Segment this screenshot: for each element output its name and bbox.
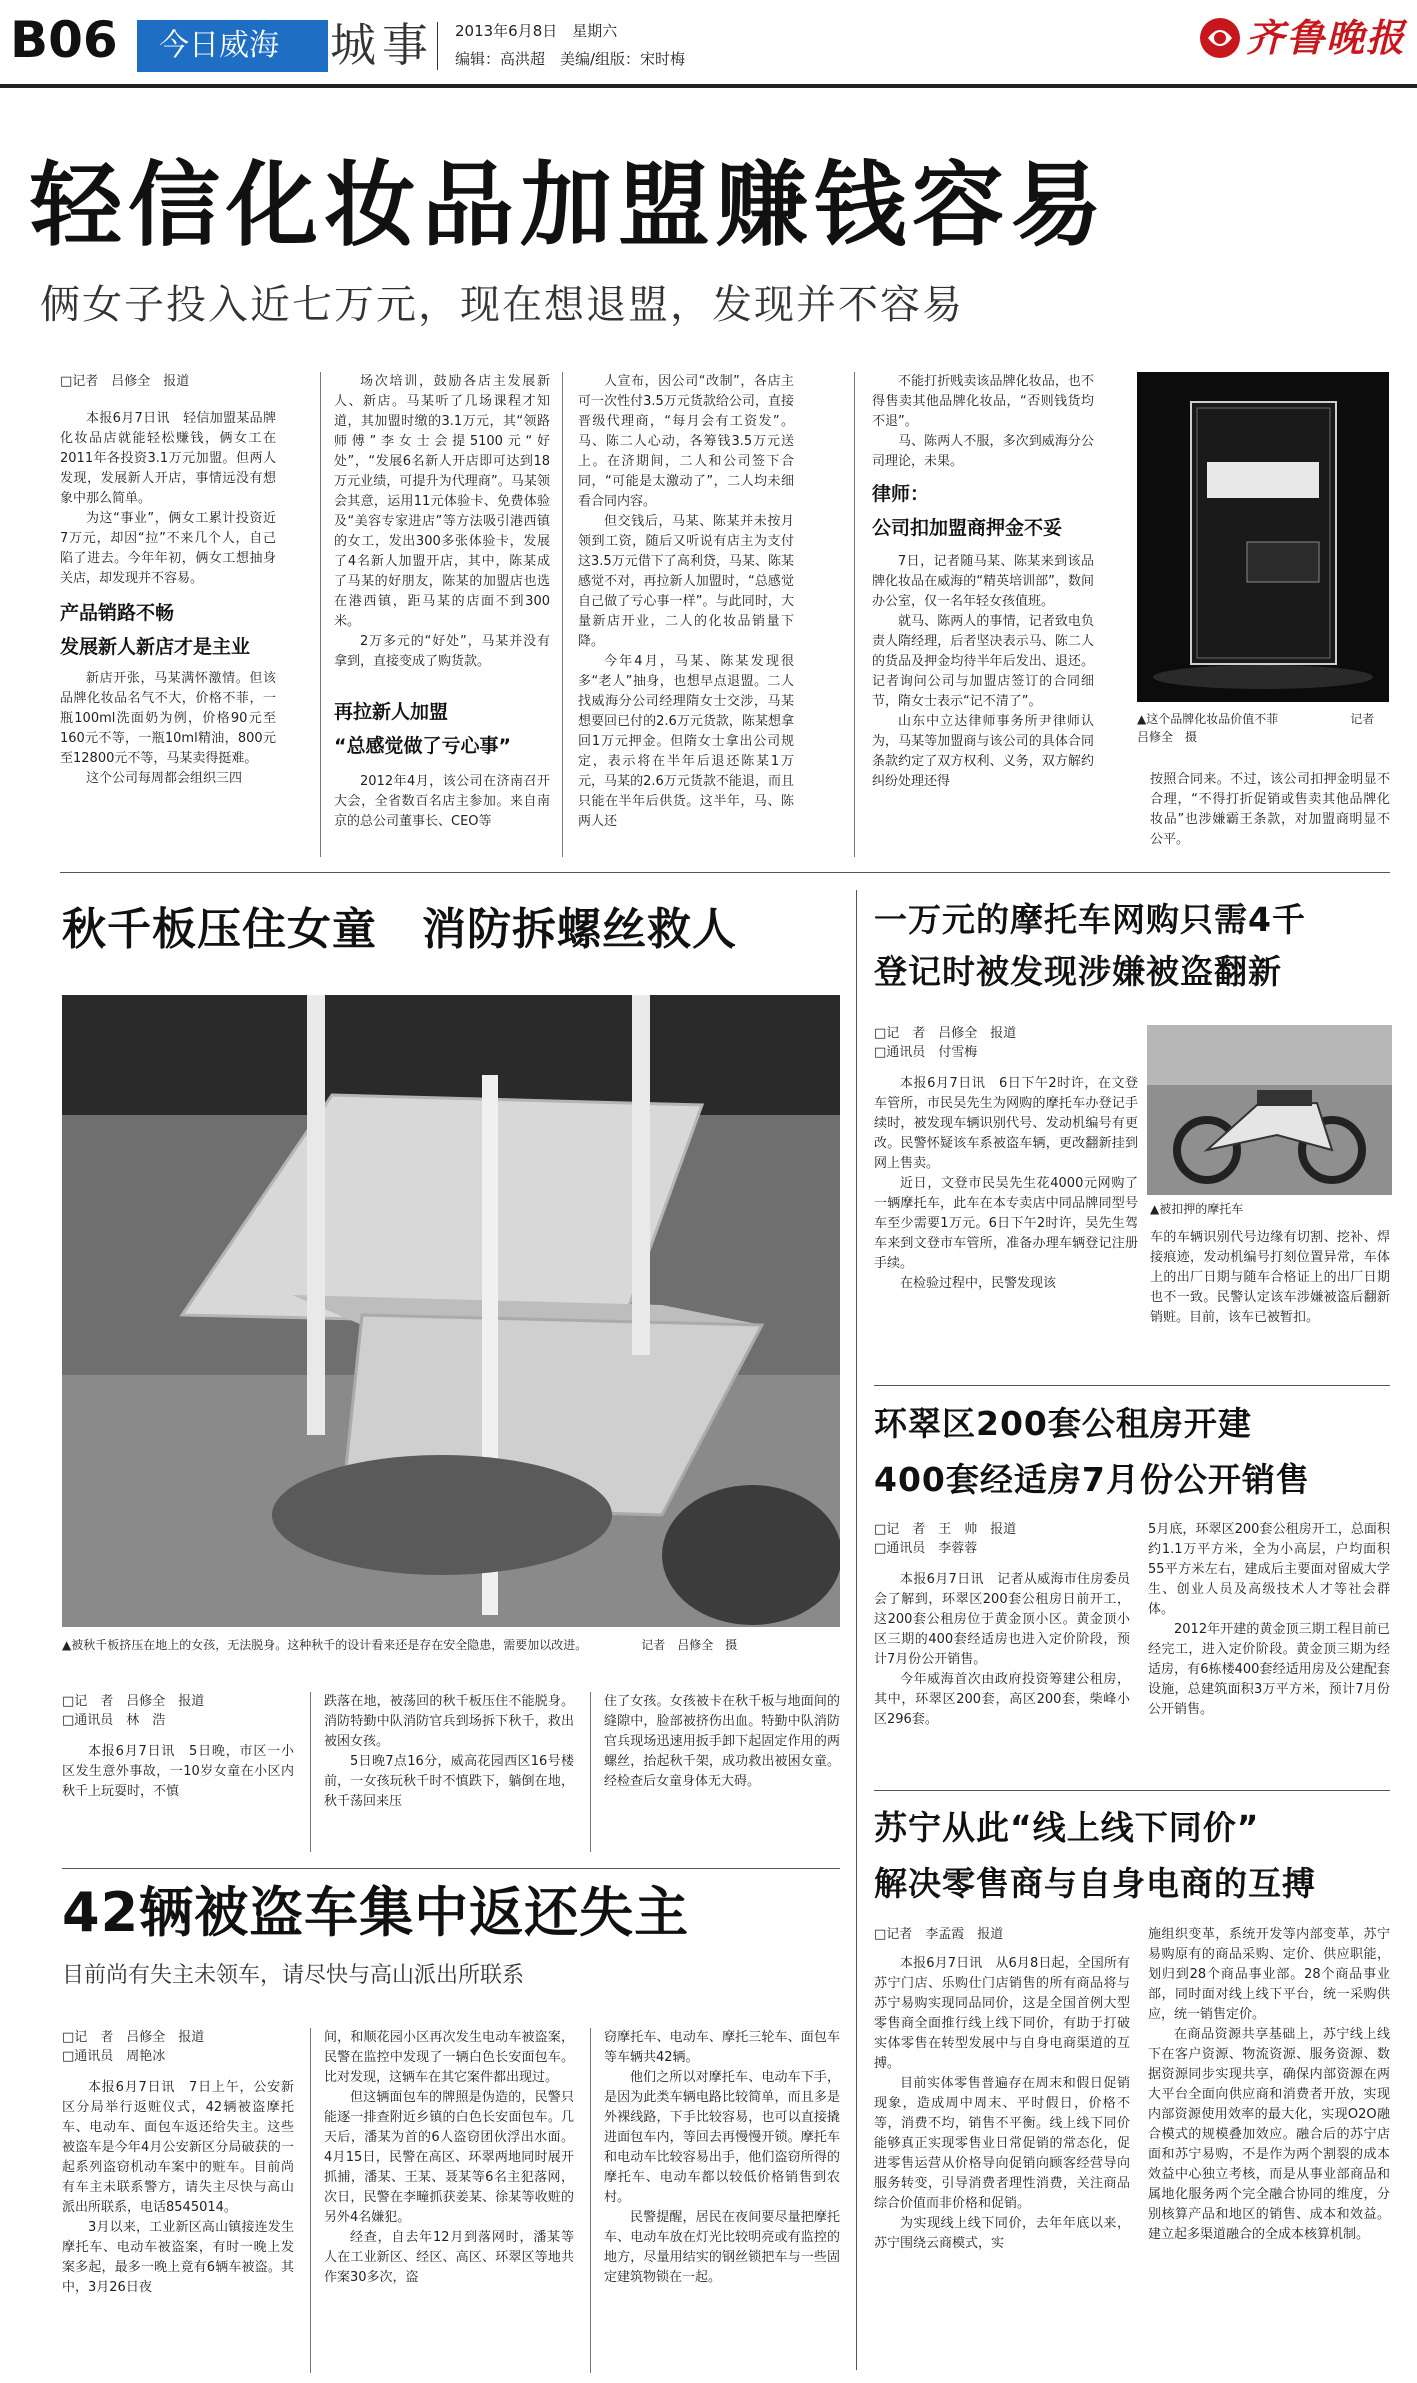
story2-photo-caption: ▲被秋千板挤压在地上的女孩，无法脱身。这种秋千的设计看来还是存在安全隐患，需要加以改进。 记者 吕修全 摄: [62, 1638, 738, 1652]
story4-byline: □记 者 吕修全 报道: [874, 1026, 1017, 1041]
paragraph: 本报6月7日讯 从6月8日起，全国所有苏宁门店、乐购仕门店销售的所有商品将与苏宁易购实现同品同价，这是全国首例大型零售商全面推行线上线下同价，有助于打破实体零售在转型发展中与自身电商渠道的互搏。: [874, 1956, 1130, 2071]
story1-photo: [1137, 372, 1389, 702]
paragraph: 按照合同来。不过，该公司扣押金明显不合理，“不得打折促销或售卖其他品牌化妆品”也涉嫌霸王条款，对加盟商明显不公平。: [1150, 772, 1390, 847]
story5-headline: [874, 1396, 1310, 1508]
story5-byline: □记 者 王 帅 报道: [874, 1522, 1017, 1537]
paragraph: 本报6月7日讯 记者从威海市住房委员会了解到，环翠区200套公租房日前开工，这200套公租房位于黄金顶小区。黄金顶小区三期的400套经适房也进入定价阶段，预计7月份公开销售。: [874, 1572, 1130, 1667]
paper-name: 齐鲁晚报: [1246, 16, 1407, 60]
story6-col2: [1148, 1925, 1390, 2245]
section-tag-label: 今日威海: [159, 28, 279, 63]
paragraph: 目前实体零售普遍存在周末和假日促销现象，造成周中周末、平时假日，价格不等，消费不均，销售不平衡。线上线下同价能够真正实现零售业日常促销的常态化，促进零售运营从价格导向促销向顾客经营导向服务转变，引导消费者理性消费，关注商品综合价值而非价格和促销。: [874, 2076, 1130, 2211]
column-divider: [310, 1692, 311, 1852]
section-rule: [874, 1385, 1390, 1386]
paragraph: 住了女孩。女孩被卡在秋千板与地面间的缝隙中，脸部被挤伤出血。特勤中队消防官兵现场迅速用扳手卸下起固定作用的两螺丝，抬起秋千架，成功救出被困女童。经检查后女童身体无大碍。: [604, 1694, 840, 1789]
paragraph: 场次培训，鼓励各店主发展新人、新店。马某听了几场课程才知道，其加盟时缴的3.1万元，其“领路师傅”李女士会提5100元“好处”，“发展6名新人开店即可达到18万元业绩，可提升为代理商”。马某领会其意，运用11元体验卡、免费体验及“美容专家进店”等方法吸引港西镇的女工，发出300多张体验卡，发展了4名新人加盟开店，其中，陈某成了马某的好朋友，陈某的加盟店也选在港西镇，距马某的店面不到300米。: [334, 374, 550, 629]
paragraph: 民警提醒，居民在夜间要尽量把摩托车、电动车放在灯光比较明亮或有监控的地方，尽量用结实的钢丝锁把车与一些固定建筑物锁在一起。: [604, 2210, 840, 2285]
story3-col1: [62, 2028, 294, 2298]
editor-credits: 编辑：高洪超 美编/组版：宋时梅: [455, 50, 686, 68]
story5-headline-line: 400套经适房7月份公开销售: [874, 1460, 1310, 1499]
paragraph: 今年4月，马某、陈某发现很多“老人”抽身，也想早点退盟。二人找威海分公司经理隋女士交涉，马某想要回已付的2.6万元货款，陈某想拿回1万元押金。但隋女士拿出公司规定，表示将在半年后退还陈某1万元，马某的2.6万元货款不能退，而且只能在半年后供货。这半年，马、陈两人还: [578, 654, 794, 829]
story4-headline: [874, 894, 1306, 998]
section-rule: [60, 872, 1390, 873]
paragraph: 为这“事业”，俩女工累计投资近7万元，却因“拉”不来几个人，自己陷了进去。今年年初，俩女工想抽身关店，却发现并不容易。: [60, 511, 276, 586]
story6-headline-line: 苏宁从此“线上线下同价”: [874, 1808, 1260, 1847]
paragraph: 山东中立达律师事务所尹律师认为，马某等加盟商与该公司的具体合同条款约定了双方权利、义务，双方解约纠纷处理还得: [872, 714, 1094, 789]
masthead-divider: [437, 22, 438, 70]
logo-mark-icon: [1198, 16, 1242, 60]
story2-photo: [62, 995, 840, 1627]
paragraph: 在检验过程中，民警发现该: [900, 1276, 1057, 1291]
section-rule: [874, 1790, 1390, 1791]
paragraph: 2012年4月，该公司在济南召开大会，全省数百名店主参加。来自南京的总公司董事长、CEO等: [334, 774, 550, 829]
column-divider: [590, 1692, 591, 1852]
story4-byline: □通讯员 付雪梅: [874, 1045, 978, 1060]
story2-byline: □通讯员 林 浩: [62, 1713, 166, 1728]
story1-col1: [60, 372, 276, 789]
story1-headline: 轻信化妆品加盟赚钱容易: [30, 151, 1109, 259]
paragraph: 为实现线上线下同价，去年年底以来，苏宁围绕云商模式，实: [874, 2216, 1130, 2251]
column-divider: [854, 372, 855, 857]
paragraph: 施组织变革，系统开发等内部变革，苏宁易购原有的商品采购、定价、供应职能，划归到28个商品事业部。28个商品事业部，同时面对线上线下平台，统一采购供应，统一销售定价。: [1148, 1927, 1390, 2022]
story5-byline: □通讯员 李蓉蓉: [874, 1541, 978, 1556]
story5-col1: [874, 1520, 1130, 1730]
story3-subhead: 目前尚有失主未领车，请尽快与高山派出所联系: [62, 1963, 525, 1988]
story4-col1: [874, 1024, 1138, 1294]
paragraph: 就马、陈两人的事情，记者致电负责人隋经理，后者坚决表示马、陈二人的货品及押金均待半年后发出、退还。记者询问公司与加盟店签订的合同细节，隋女士表示“记不清了”。: [872, 614, 1094, 709]
story3-byline: □通讯员 周艳冰: [62, 2049, 166, 2064]
paragraph: 间，和顺花园小区再次发生电动车被盗案，民警在监控中发现了一辆白色长安面包车。比对发现，这辆车在其它案件都出现过。: [324, 2030, 574, 2085]
paragraph: 不能打折贱卖该品牌化妆品，也不得售卖其他品牌化妆品，“否则钱货均不退”。: [872, 374, 1094, 429]
swing-scene-illustration: [62, 995, 840, 1627]
story2-headline: 秋千板压住女童 消防拆螺丝救人: [62, 904, 737, 955]
story5-col2: [1148, 1520, 1390, 1720]
paragraph: 窃摩托车、电动车、摩托三轮车、面包车等车辆共42辆。: [604, 2030, 840, 2065]
story4-photo: [1147, 1025, 1392, 1195]
paragraph: 3月以来，工业新区高山镇接连发生摩托车、电动车被盗案，有时一晚上发案多起，最多一晚上竟有6辆车被盗。其中，3月26日夜: [62, 2220, 294, 2295]
paragraph: 2012年开建的黄金顶三期工程目前已经完工，进入定价阶段。黄金顶三期为经适房，有6栋楼400套经适用房及公建配套设施，总建筑面积3万平方米，预计7月份公开销售。: [1148, 1622, 1390, 1717]
story3-byline: □记 者 吕修全 报道: [62, 2030, 205, 2045]
paragraph: 本报6月7日讯 6日下午2时许，在文登车管所，市民吴先生为网购的摩托车办登记手续时，被发现车辆识别代号、发动机编号有更改。民警怀疑该车系被盗车辆，更改翻新挂到网上售卖。: [874, 1076, 1138, 1171]
section-tag: [137, 20, 328, 72]
story6-col1: [874, 1925, 1130, 2254]
story1-subheading: 律师：: [872, 483, 930, 505]
story5-headline-line: 环翠区200套公租房开建: [874, 1404, 1252, 1443]
paragraph: 5月底，环翠区200套公租房开工，总面积约1.1万平方米，全为小高层，户均面积55平方米左右，建成后主要面对留威大学生、创业人员及高级技术人才等社会群体。: [1148, 1522, 1390, 1617]
story4-photo-caption: ▲被扣押的摩托车: [1150, 1202, 1244, 1216]
story4-col2: [1150, 1228, 1390, 1328]
masthead-rule: [0, 84, 1417, 88]
paragraph: 近日，文登市民吴先生花4000元网购了一辆摩托车，此车在本专卖店中同品牌同型号车至少需要1万元。6日下午2时许，吴先生驾车来到文登市车管所，准备办理车辆登记注册手续。: [874, 1176, 1138, 1271]
story1-photo-caption: ▲这个品牌化妆品价值不菲 记者 吕修全 摄: [1137, 712, 1387, 744]
story6-headline-line: 解决零售商与自身电商的互搏: [874, 1864, 1316, 1903]
story2-col1: [62, 1692, 294, 1802]
story1-col4: [872, 372, 1094, 792]
column-name: 城事: [330, 18, 434, 72]
story4-headline-line: 一万元的摩托车网购只需4千: [874, 900, 1306, 939]
column-divider: [562, 372, 563, 857]
paragraph: 这个公司每周都会组织三四: [86, 771, 243, 786]
paragraph: 在商品资源共享基础上，苏宁线上线下在客户资源、物流资源、服务资源、数据资源同步实现共享，确保内部资源在两大平台全面向供应商和消费者开放，实现内部资源使用效率的最大化，实现O2O融合模式的规模叠加效应。融合后的苏宁店面和苏宁易购，不是作为两个割裂的成本效益中心独立考核，而是从事业部商品和属地化服务两个完全融合协同的维度，分别核算产品和地区的销售、成本和效益。建立起多渠道融合的全成本核算机制。: [1148, 2027, 1390, 2242]
story6-headline: [874, 1800, 1316, 1912]
paper-logo: [1198, 10, 1408, 66]
paragraph: 但这辆面包车的牌照是伪造的，民警只能逐一排查附近乡镇的白色长安面包车。几天后，潘某为首的6人盗窃团伙浮出水面。4月15日，民警在高区、环翠两地同时展开抓捕，潘某、王某、聂某等6名主犯落网，次日，民警在李疃抓获姜某、徐某等收赃的另外4名嫌犯。: [324, 2090, 574, 2225]
story1-col3: [578, 372, 794, 832]
paragraph: 人宣布，因公司“改制”，各店主可一次性付3.5万元货款给公司，直接晋级代理商，“每月会有工资发”。马、陈二人心动，各筹钱3.5万元送上。在济期间，二人和公司签下合同，“可能是太激动了”，二人均未细看合同内容。: [578, 374, 794, 509]
story3-headline: 42辆被盗车集中返还失主: [62, 1881, 690, 1944]
story1-col2: [334, 372, 550, 832]
paragraph: 本报6月7日讯 5日晚，市区一小区发生意外事故，一10岁女童在小区内秋千上玩耍时，不慎: [62, 1744, 294, 1799]
story1-subheading: “总感觉做了亏心事”: [334, 735, 511, 757]
paragraph: 经查，自去年12月到落网时，潘某等人在工业新区、经区、高区、环翠区等地共作案30多次，盗: [324, 2230, 574, 2285]
paragraph: 但交钱后，马某、陈某并未按月领到工资，随后又听说有店主为支付这3.5万元借下了高利贷，马某、陈某感觉不对，再拉新人加盟时，“总感觉自己做了亏心事一样”。与此同时，大量新店开业，二人的化妆品销量下降。: [578, 514, 794, 649]
story2-byline: □记 者 吕修全 报道: [62, 1694, 205, 1709]
story2-col3: [604, 1692, 840, 1792]
column-divider: [320, 372, 321, 857]
paragraph: 新店开张，马某满怀激情。但该品牌化妆品名气不大，价格不菲，一瓶100ml洗面奶为例，价格90元至160元不等，一瓶10ml精油，800元至12800元不等，马某卖得挺难。: [60, 671, 276, 766]
paragraph: 他们之所以对摩托车、电动车下手，是因为此类车辆电路比较简单，而且多是外裸线路，下手比较容易，也可以直接撬进面包车内，等回去再慢慢开锁。摩托车和电动车比较容易出手，他们盗窃所得的摩托车、电动车都以较低价格销售到农村。: [604, 2070, 840, 2205]
column-divider: [856, 890, 857, 2370]
paragraph: 2万多元的“好处”，马某并没有拿到，直接变成了购货款。: [334, 634, 550, 669]
story1-subheading: 产品销路不畅: [60, 602, 175, 624]
story1-col5: [1150, 770, 1390, 850]
story6-byline: □记者 李孟霞 报道: [874, 1927, 1004, 1942]
story3-col2: [324, 2028, 574, 2288]
story2-col2: [324, 1692, 574, 1812]
paragraph: 马、陈两人不服，多次到威海分公司理论，未果。: [872, 434, 1094, 469]
story4-headline-line: 登记时被发现涉嫌被盗翻新: [874, 952, 1282, 991]
paragraph: 7日，记者随马某、陈某来到该品牌化妆品在威海的“精英培训部”，数间办公室，仅一名年轻女孩值班。: [872, 554, 1094, 609]
motorcycle-illustration: [1147, 1025, 1392, 1195]
paragraph: 本报6月7日讯 7日上午，公安新区分局举行返赃仪式，42辆被盗摩托车、电动车、面包车返还给失主。这些被盗车是今年4月公安新区分局破获的一起系列盗窃机动车案中的赃车。目前尚有车主未联系警方，请失主尽快与高山派出所联系，电话8545014。: [62, 2080, 294, 2215]
story1-byline: □记者 吕修全 报道: [60, 374, 190, 389]
paragraph: 本报6月7日讯 轻信加盟某品牌化妆品店就能轻松赚钱，俩女工在2011年各投资3.1万元加盟。但两人发现，发展新人开店，事情远没有想象中那么简单。: [60, 411, 276, 506]
column-divider: [310, 2028, 311, 2373]
paragraph: 今年威海首次由政府投资筹建公租房，其中，环翠区200套，高区200套，柴峰小区296套。: [874, 1672, 1130, 1727]
column-divider: [590, 2028, 591, 2373]
page-number: B06: [10, 11, 118, 69]
section-rule: [62, 1868, 840, 1869]
paragraph: 5日晚7点16分，威高花园西区16号楼前，一女孩玩秋千时不慎跌下，躺倒在地，秋千荡回来压: [324, 1754, 574, 1809]
page-number-badge: [0, 0, 135, 82]
issue-date: 2013年6月8日 星期六: [455, 22, 618, 40]
story1-subheading: 发展新人新店才是主业: [60, 636, 251, 658]
story1-subheading: 公司扣加盟商押金不妥: [872, 517, 1063, 539]
paragraph: 跌落在地，被荡回的秋千板压住不能脱身。消防特勤中队消防官兵到场拆下秋千，救出被困女孩。: [324, 1694, 574, 1749]
paragraph: 车的车辆识别代号边缘有切割、挖补、焊接痕迹，发动机编号打刻位置异常，车体上的出厂日期与随车合格证上的出厂日期也不一致。民警认定该车涉嫌被盗后翻新销赃。目前，该车已被暂扣。: [1150, 1230, 1390, 1325]
story3-col3: [604, 2028, 840, 2288]
cosmetic-box-illustration: [1137, 372, 1389, 702]
story1-subhead: 俩女子投入近七万元，现在想退盟，发现并不容易: [40, 282, 964, 328]
story1-subheading: 再拉新人加盟: [334, 701, 449, 723]
